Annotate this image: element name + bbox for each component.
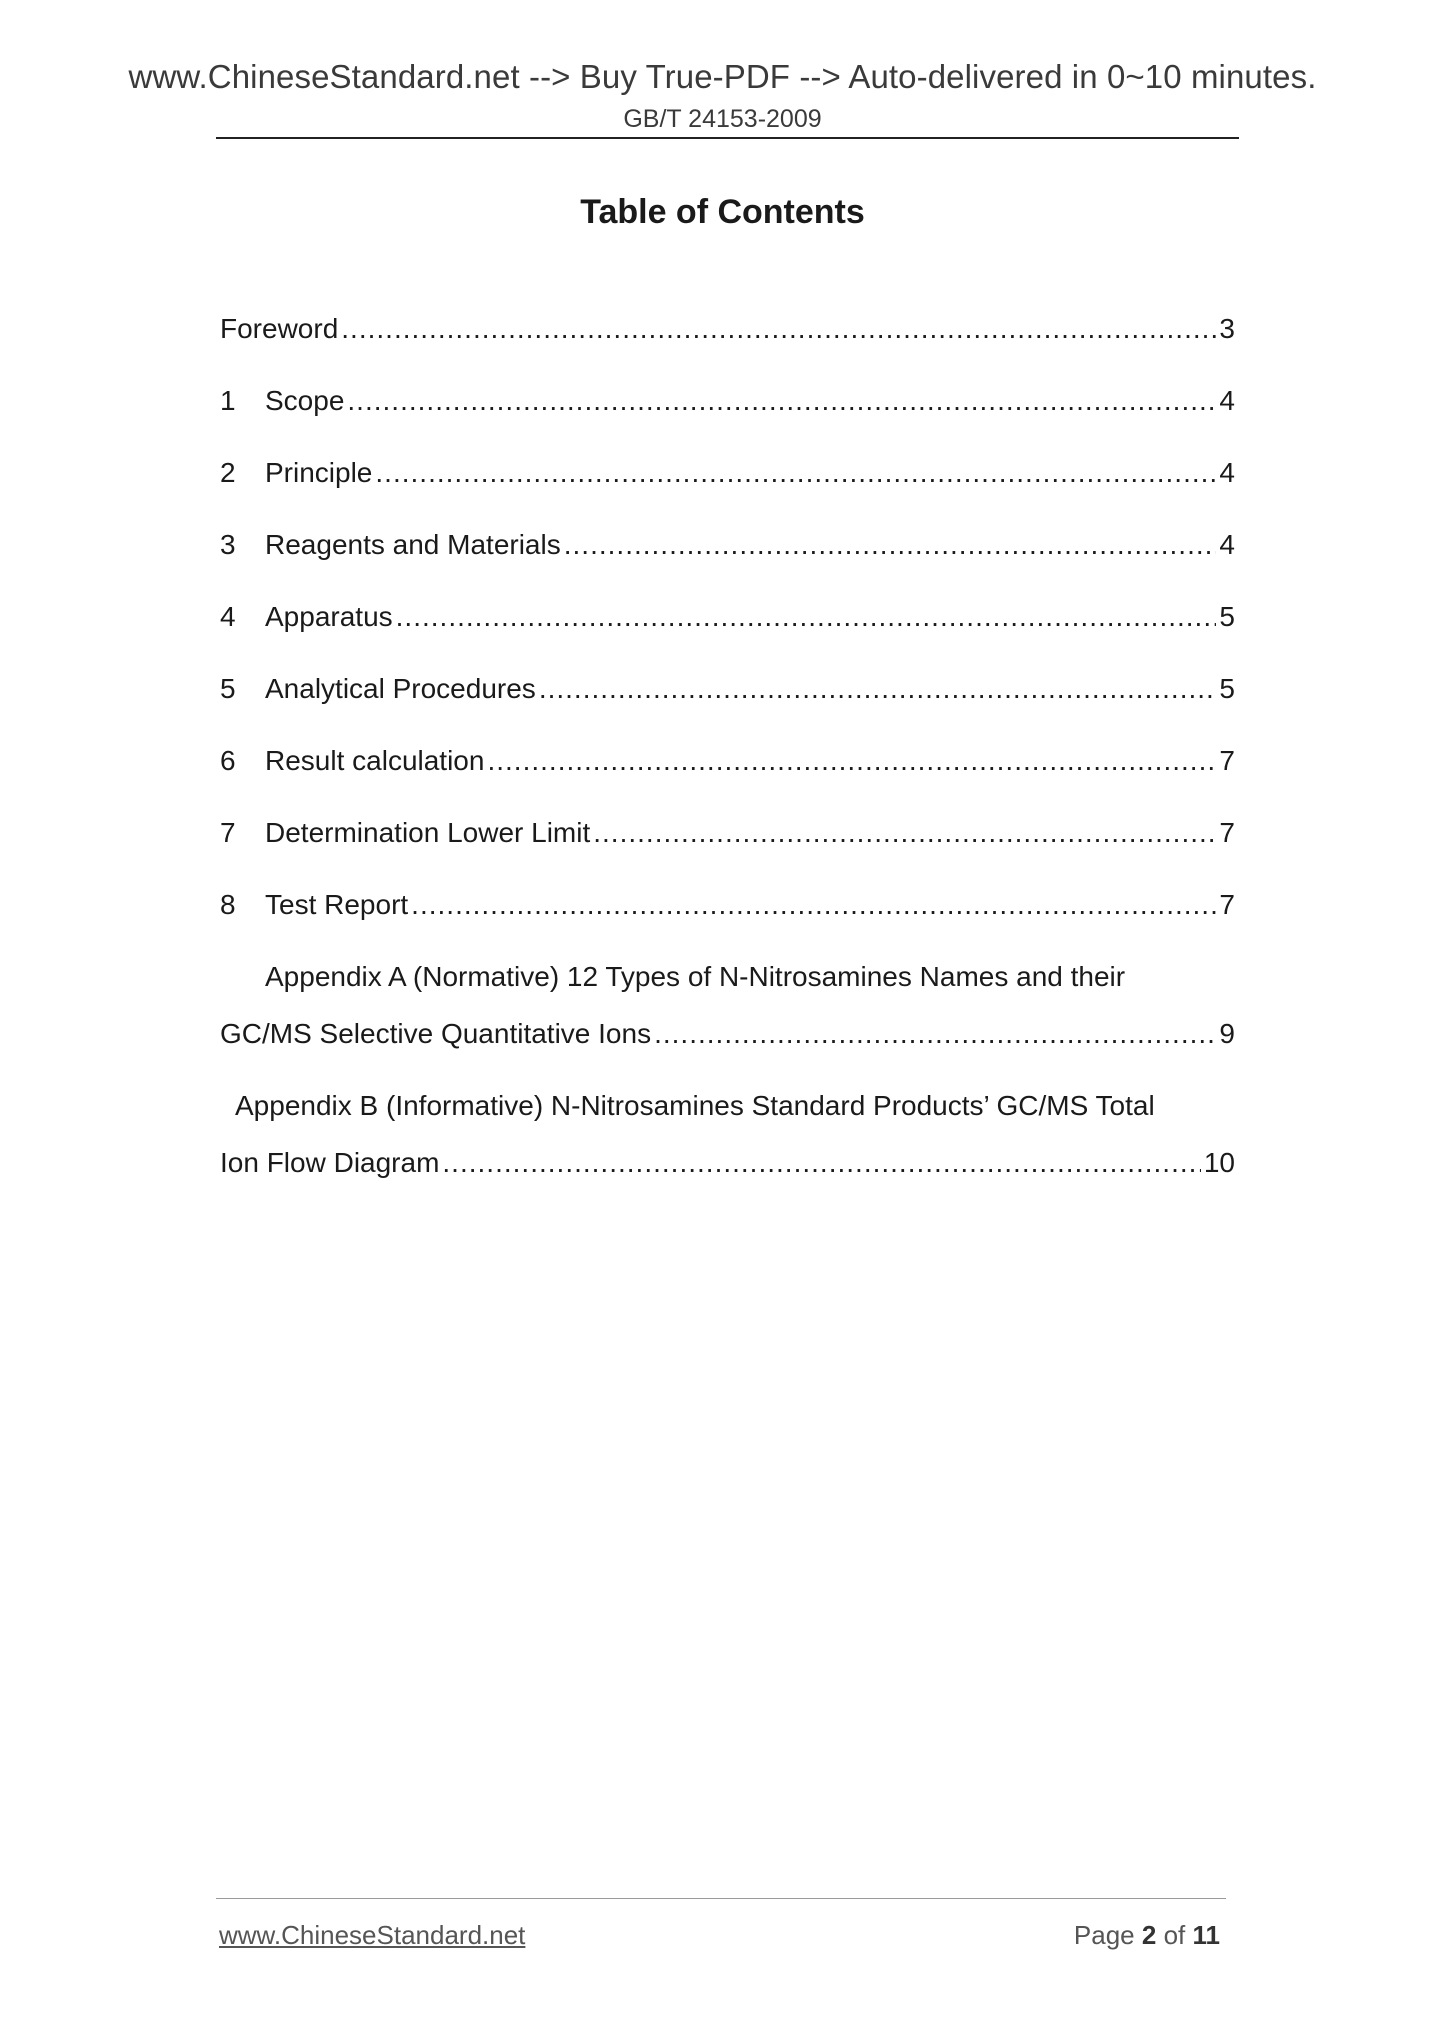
toc-entry-page: 7 <box>1219 745 1235 776</box>
toc-entry-result-calculation[interactable] <box>220 741 1235 781</box>
toc-leader-dots <box>593 813 1216 853</box>
footer-site-link[interactable]: www.ChineseStandard.net <box>219 1920 526 1950</box>
toc-entry-page: 9 <box>1219 1018 1235 1049</box>
toc-entry-apparatus[interactable] <box>220 597 1235 637</box>
toc-entry-label: Scope <box>265 385 345 416</box>
toc-entry-number: 1 <box>220 385 236 416</box>
toc-entry-analytical-procedures[interactable] <box>220 669 1235 709</box>
footer-divider <box>216 1898 1226 1899</box>
toc-title: Table of Contents <box>580 193 865 231</box>
toc-entry-foreword[interactable] <box>220 309 1235 349</box>
toc-leader-dots <box>341 309 1216 349</box>
page-prefix: Page <box>1073 1920 1135 1950</box>
toc-leader-dots <box>539 669 1217 709</box>
toc-entry-label: Principle <box>265 457 373 488</box>
toc-leader-dots <box>396 597 1217 637</box>
toc-entry-page: 7 <box>1219 889 1235 920</box>
toc-entry-principle[interactable] <box>220 453 1235 493</box>
current-page-number: 2 <box>1141 1920 1157 1950</box>
toc-entry-reagents[interactable] <box>220 525 1235 565</box>
toc-entry-label: Determination Lower Limit <box>265 817 591 848</box>
page-indicator <box>1074 1920 1220 1951</box>
toc-entry-page: 5 <box>1219 601 1235 632</box>
toc-entry-label: Reagents and Materials <box>265 529 561 560</box>
toc-entry-label: Analytical Procedures <box>265 673 536 704</box>
toc-entry-appendix-a[interactable] <box>220 1014 1235 1054</box>
toc-entry-number: 7 <box>220 817 236 848</box>
toc-entry-label: GC/MS Selective Quantitative Ions <box>220 1018 652 1049</box>
toc-entry-page: 7 <box>1219 817 1235 848</box>
toc-entry-number: 3 <box>220 529 236 560</box>
toc-entry-label: Ion Flow Diagram <box>220 1147 440 1178</box>
toc-entry-number: 6 <box>220 745 236 776</box>
toc-entry-appendix-b[interactable] <box>220 1143 1235 1183</box>
toc-entry-page: 4 <box>1219 529 1235 560</box>
toc-leader-dots <box>347 381 1216 421</box>
toc-entry-label: Apparatus <box>265 601 393 632</box>
toc-leader-dots <box>375 453 1216 493</box>
toc-entry-page: 4 <box>1219 385 1235 416</box>
header-banner[interactable]: www.ChineseStandard.net --> Buy True-PDF --> Auto-delivered in 0~10 minutes. <box>128 58 1317 95</box>
toc-leader-dots <box>654 1014 1216 1054</box>
toc-leader-dots <box>411 885 1216 925</box>
toc-leader-dots <box>442 1143 1200 1183</box>
toc-entry-test-report[interactable] <box>220 885 1235 925</box>
toc-entry-appendix-a-title[interactable]: Appendix A (Normative) 12 Types of N-Nitrosamines Names and their <box>265 961 1126 992</box>
toc-entry-number: 4 <box>220 601 236 632</box>
toc-entry-appendix-b-title[interactable]: Appendix B (Informative) N-Nitrosamines Standard Products’ GC/MS Total <box>235 1090 1155 1121</box>
page-of: of <box>1163 1920 1186 1950</box>
toc-entry-page: 10 <box>1203 1147 1235 1178</box>
toc-entry-determination-lower-limit[interactable] <box>220 813 1235 853</box>
toc-entry-number: 5 <box>220 673 236 704</box>
toc-entry-page: 3 <box>1219 313 1235 344</box>
toc-entry-number: 8 <box>220 889 236 920</box>
toc-entry-page: 4 <box>1219 457 1235 488</box>
toc-entry-page: 5 <box>1219 673 1235 704</box>
total-pages-number: 11 <box>1192 1920 1220 1950</box>
toc-entry-label: Test Report <box>265 889 409 920</box>
toc-leader-dots <box>564 525 1217 565</box>
toc-entry-scope[interactable] <box>220 381 1235 421</box>
toc-entry-number: 2 <box>220 457 236 488</box>
header-divider <box>216 137 1239 139</box>
toc-entry-label: Result calculation <box>265 745 485 776</box>
toc-leader-dots <box>487 741 1216 781</box>
toc-entry-label: Foreword <box>220 313 339 344</box>
document-id: GB/T 24153-2009 <box>623 105 822 133</box>
